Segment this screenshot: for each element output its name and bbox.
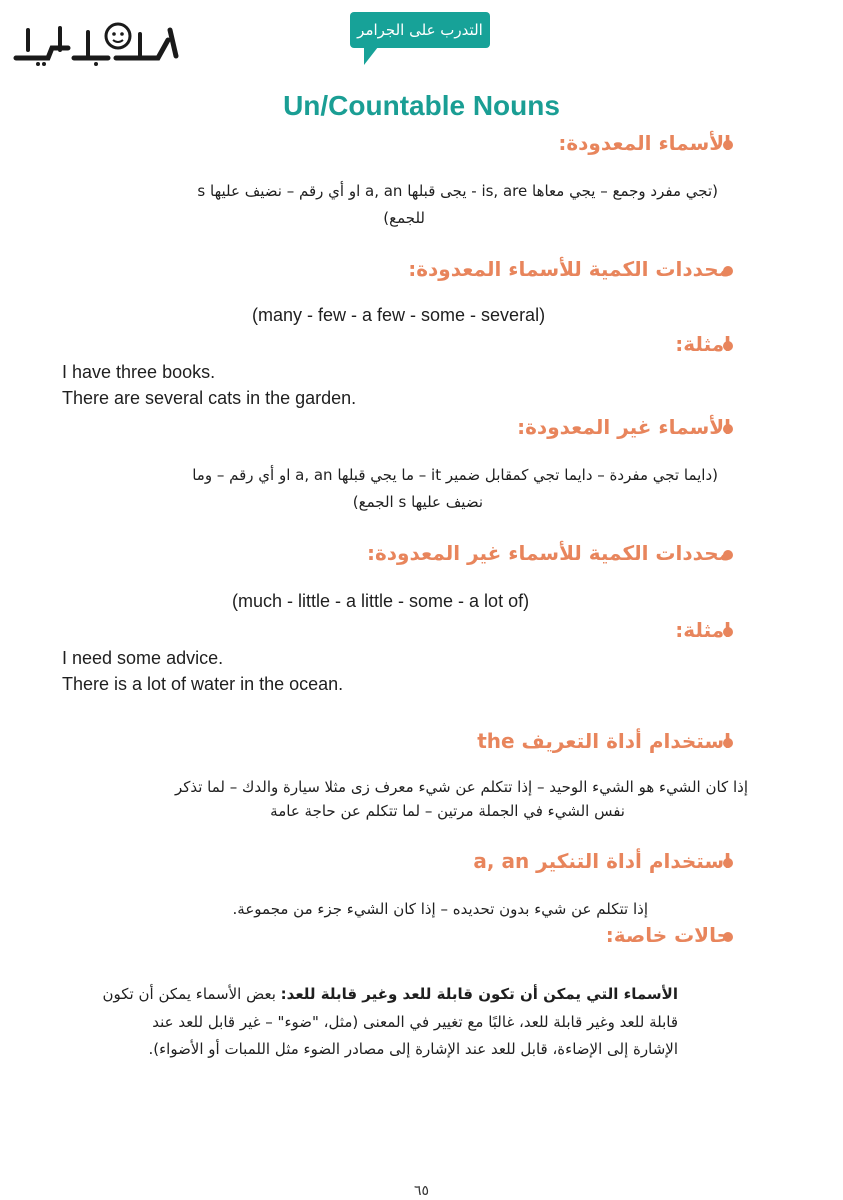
indefinite-article-heading: استخدام أداة التنكير a, an — [473, 849, 731, 873]
special-desc-line2: قابلة للعد وغير قابلة للعد، غالبًا مع تغيير في المعنى (مثل، "ضوء" – غير قابل للعد عند — [152, 1013, 678, 1031]
special-line1-rest: بعض الأسماء يمكن أن تكون — [102, 985, 281, 1003]
example-sentence: There is a lot of water in the ocean. — [62, 674, 344, 694]
examples1-heading: امثلة: — [675, 332, 731, 356]
special-desc-line1 — [58, 980, 678, 1009]
section-badge: التدرب على الجرامر — [350, 12, 490, 48]
section-badge-tail — [364, 47, 378, 65]
uncountable-heading: الأسماء غير المعدودة: — [517, 415, 731, 439]
definite-article-heading: استخدام أداة التعريف the — [477, 729, 731, 753]
special-desc-line3: الإشارة إلى الإضاءة، قابل للعد عند الإشارة إلى مصادر الضوء مثل اللمبات أو الأضواء). — [148, 1040, 678, 1058]
brand-logo — [8, 10, 183, 68]
definite-desc-line1: إذا كان الشيء هو الشيء الوحيد – إذا تتكلم عن شيء معرف زى مثلا سيارة والدك – لما تذكر — [174, 778, 748, 796]
countable-quantifiers-list: (many - few - a few - some - several) — [252, 305, 546, 325]
examples2-heading: امثلة: — [675, 618, 731, 642]
example-sentence: I have three books. — [62, 362, 216, 382]
indefinite-desc-line1: إذا تتكلم عن شيء بدون تحديده – إذا كان الشيء جزء من مجموعة. — [232, 900, 648, 918]
countable-quantifiers-heading: محددات الكمية للأسماء المعدودة: — [408, 257, 731, 281]
uncountable-quantifiers-heading: محددات الكمية للأسماء غير المعدودة: — [366, 541, 731, 565]
example-sentence: I need some advice. — [62, 648, 224, 668]
uncountable-desc-line1: (دايما تجي مفردة – دايما تجي كمقابل ضمير it – ما يجي قبلها a, an او أي رقم – وما — [192, 466, 718, 484]
special-cases-heading: حالات خاصة: — [605, 923, 731, 947]
page-title: Un/Countable Nouns — [283, 90, 560, 121]
countable-desc-line1: (تجي مفرد وجمع – يجي معاها is, are - يجى قبلها a, an او أي رقم – نضيف عليها s — [197, 182, 718, 200]
uncountable-desc-line2: نضيف عليها s الجمع) — [352, 493, 483, 511]
countable-heading: الأسماء المعدودة: — [558, 131, 731, 155]
uncountable-quantifiers-list: (much - little - a little - some - a lot of) — [232, 591, 530, 611]
countable-desc-line2: للجمع) — [383, 209, 425, 227]
definite-desc-line2: نفس الشيء في الجملة مرتين – لما تتكلم عن حاجة عامة — [270, 802, 625, 820]
example-sentence: There are several cats in the garden. — [62, 388, 357, 408]
special-bold-lead: الأسماء التي يمكن أن تكون قابلة للعد وغير قابلة للعد: — [280, 985, 678, 1003]
page-number: ٦٥ — [413, 1183, 430, 1199]
